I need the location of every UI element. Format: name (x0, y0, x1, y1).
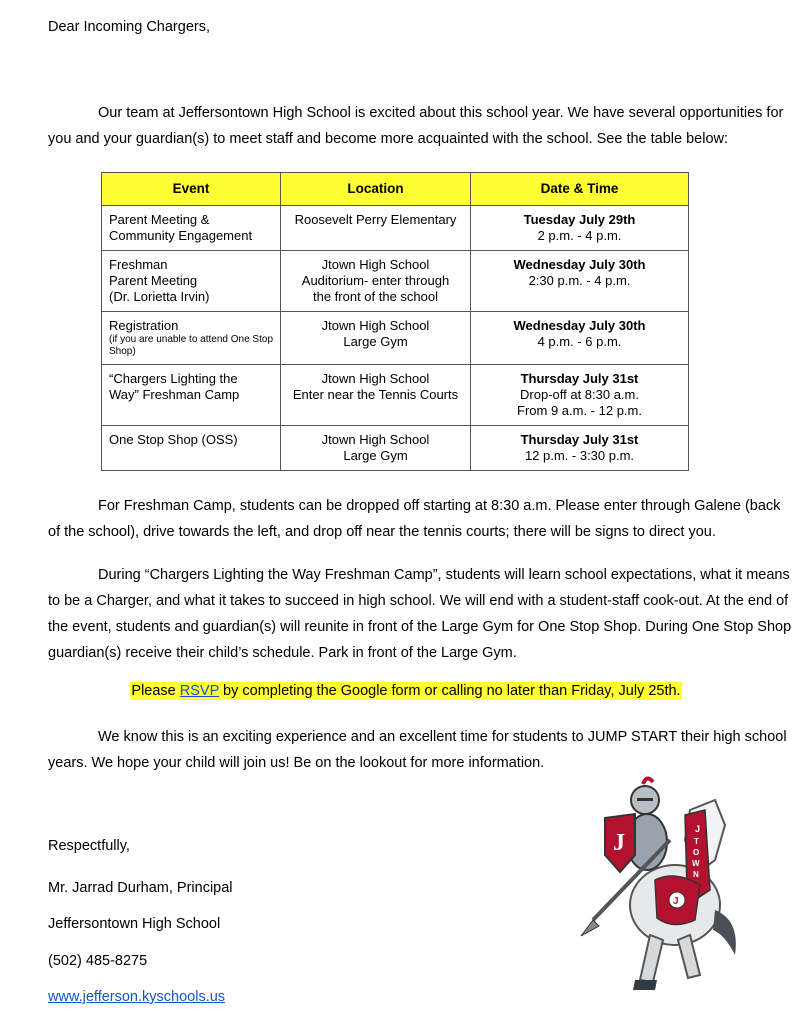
event-date: Wednesday July 30th (513, 257, 646, 272)
header-date-time: Date & Time (471, 173, 689, 206)
date-time-cell (471, 251, 689, 312)
table-row (102, 426, 689, 471)
svg-text:N: N (693, 870, 699, 879)
location-cell: Jtown High School Enter near the Tennis Courts (281, 365, 471, 426)
table-row (102, 251, 689, 312)
rsvp-notice: Please RSVP by completing the Google form or calling no later than Friday, July 25th. (131, 683, 681, 699)
event-date: Wednesday July 30th (513, 318, 646, 333)
table-row (102, 312, 689, 365)
table-row (102, 206, 689, 251)
svg-text:J: J (673, 896, 679, 907)
event-time: Drop-off at 8:30 a.m. (520, 387, 639, 402)
table-body (102, 206, 689, 471)
date-time-cell (471, 206, 689, 251)
event-date: Tuesday July 29th (523, 212, 636, 227)
shield-letter: J (613, 830, 625, 856)
charger-knight-mascot-image (575, 770, 750, 995)
location-cell: Jtown High School Auditorium- enter through the front of the school (281, 251, 471, 312)
greeting: Dear Incoming Chargers, (48, 19, 210, 35)
table-header-row (102, 173, 689, 206)
header-location: Location (281, 173, 471, 206)
date-time-cell (471, 365, 689, 426)
location-cell: Roosevelt Perry Elementary (281, 206, 471, 251)
signer-name: Mr. Jarrad Durham, Principal (48, 880, 233, 896)
location-cell: Jtown High School Large Gym (281, 426, 471, 471)
events-table (101, 172, 689, 471)
event-cell: One Stop Shop (OSS) (102, 426, 281, 471)
event-cell: Parent Meeting & Community Engagement (102, 206, 281, 251)
camp-details-paragraph: During “Chargers Lighting the Way Freshman Camp”, students will learn school expectations, what it means to be a Charger, and what it takes to succeed in high school. We will end with a student-staff cook-out. At the end of the event, students and guardian(s) will reunite in front of the Large Gym for One Stop Shop. During One Stop Shop guardian(s) receive their child’s schedule. Park in front of the Large Gym. (48, 567, 792, 661)
event-date: Thursday July 31st (520, 432, 639, 447)
header-event: Event (102, 173, 281, 206)
location-cell: Jtown High School Large Gym (281, 312, 471, 365)
camp-dropoff-paragraph: For Freshman Camp, students can be dropped off starting at 8:30 a.m. Please enter through Galene (back of the school), drive towards the left, and drop off near the tennis courts; there will be signs to direct you. (48, 498, 781, 540)
event-time: 4 p.m. - 6 p.m. (537, 334, 622, 349)
svg-text:O: O (693, 848, 700, 857)
rsvp-link[interactable]: RSVP (179, 683, 220, 699)
event-note: (if you are unable to attend One Stop Shop) (109, 334, 273, 357)
svg-text:T: T (694, 837, 699, 846)
event-cell: Registration (if you are unable to attend One Stop Shop) (102, 312, 281, 365)
event-cell: Freshman Parent Meeting (Dr. Lorietta Irvin) (102, 251, 281, 312)
signoff: Respectfully, (48, 838, 130, 854)
svg-text:J: J (695, 824, 701, 834)
event-date: Thursday July 31st (520, 371, 639, 386)
svg-text:W: W (692, 859, 700, 868)
date-time-cell (471, 426, 689, 471)
event-time: From 9 a.m. - 12 p.m. (517, 403, 642, 418)
intro-paragraph: Our team at Jeffersontown High School is excited about this school year. We have several opportunities for you and your guardian(s) to meet staff and become more acquainted with the school. See the table below: (48, 105, 784, 147)
website-link[interactable]: www.jefferson.kyschools.us (48, 989, 226, 1005)
closing-paragraph: We know this is an exciting experience and an excellent time for students to JUMP START their high school years. We hope your child will join us! Be on the lookout for more information. (48, 729, 787, 771)
event-time: 2 p.m. - 4 p.m. (537, 228, 622, 243)
phone-number: (502) 485-8275 (48, 953, 148, 969)
event-time: 2:30 p.m. - 4 p.m. (528, 273, 631, 288)
event-cell: “Chargers Lighting the Way” Freshman Camp (102, 365, 281, 426)
school-name: Jeffersontown High School (48, 916, 221, 932)
date-time-cell (471, 312, 689, 365)
table-row (102, 365, 689, 426)
event-time: 12 p.m. - 3:30 p.m. (524, 448, 635, 463)
